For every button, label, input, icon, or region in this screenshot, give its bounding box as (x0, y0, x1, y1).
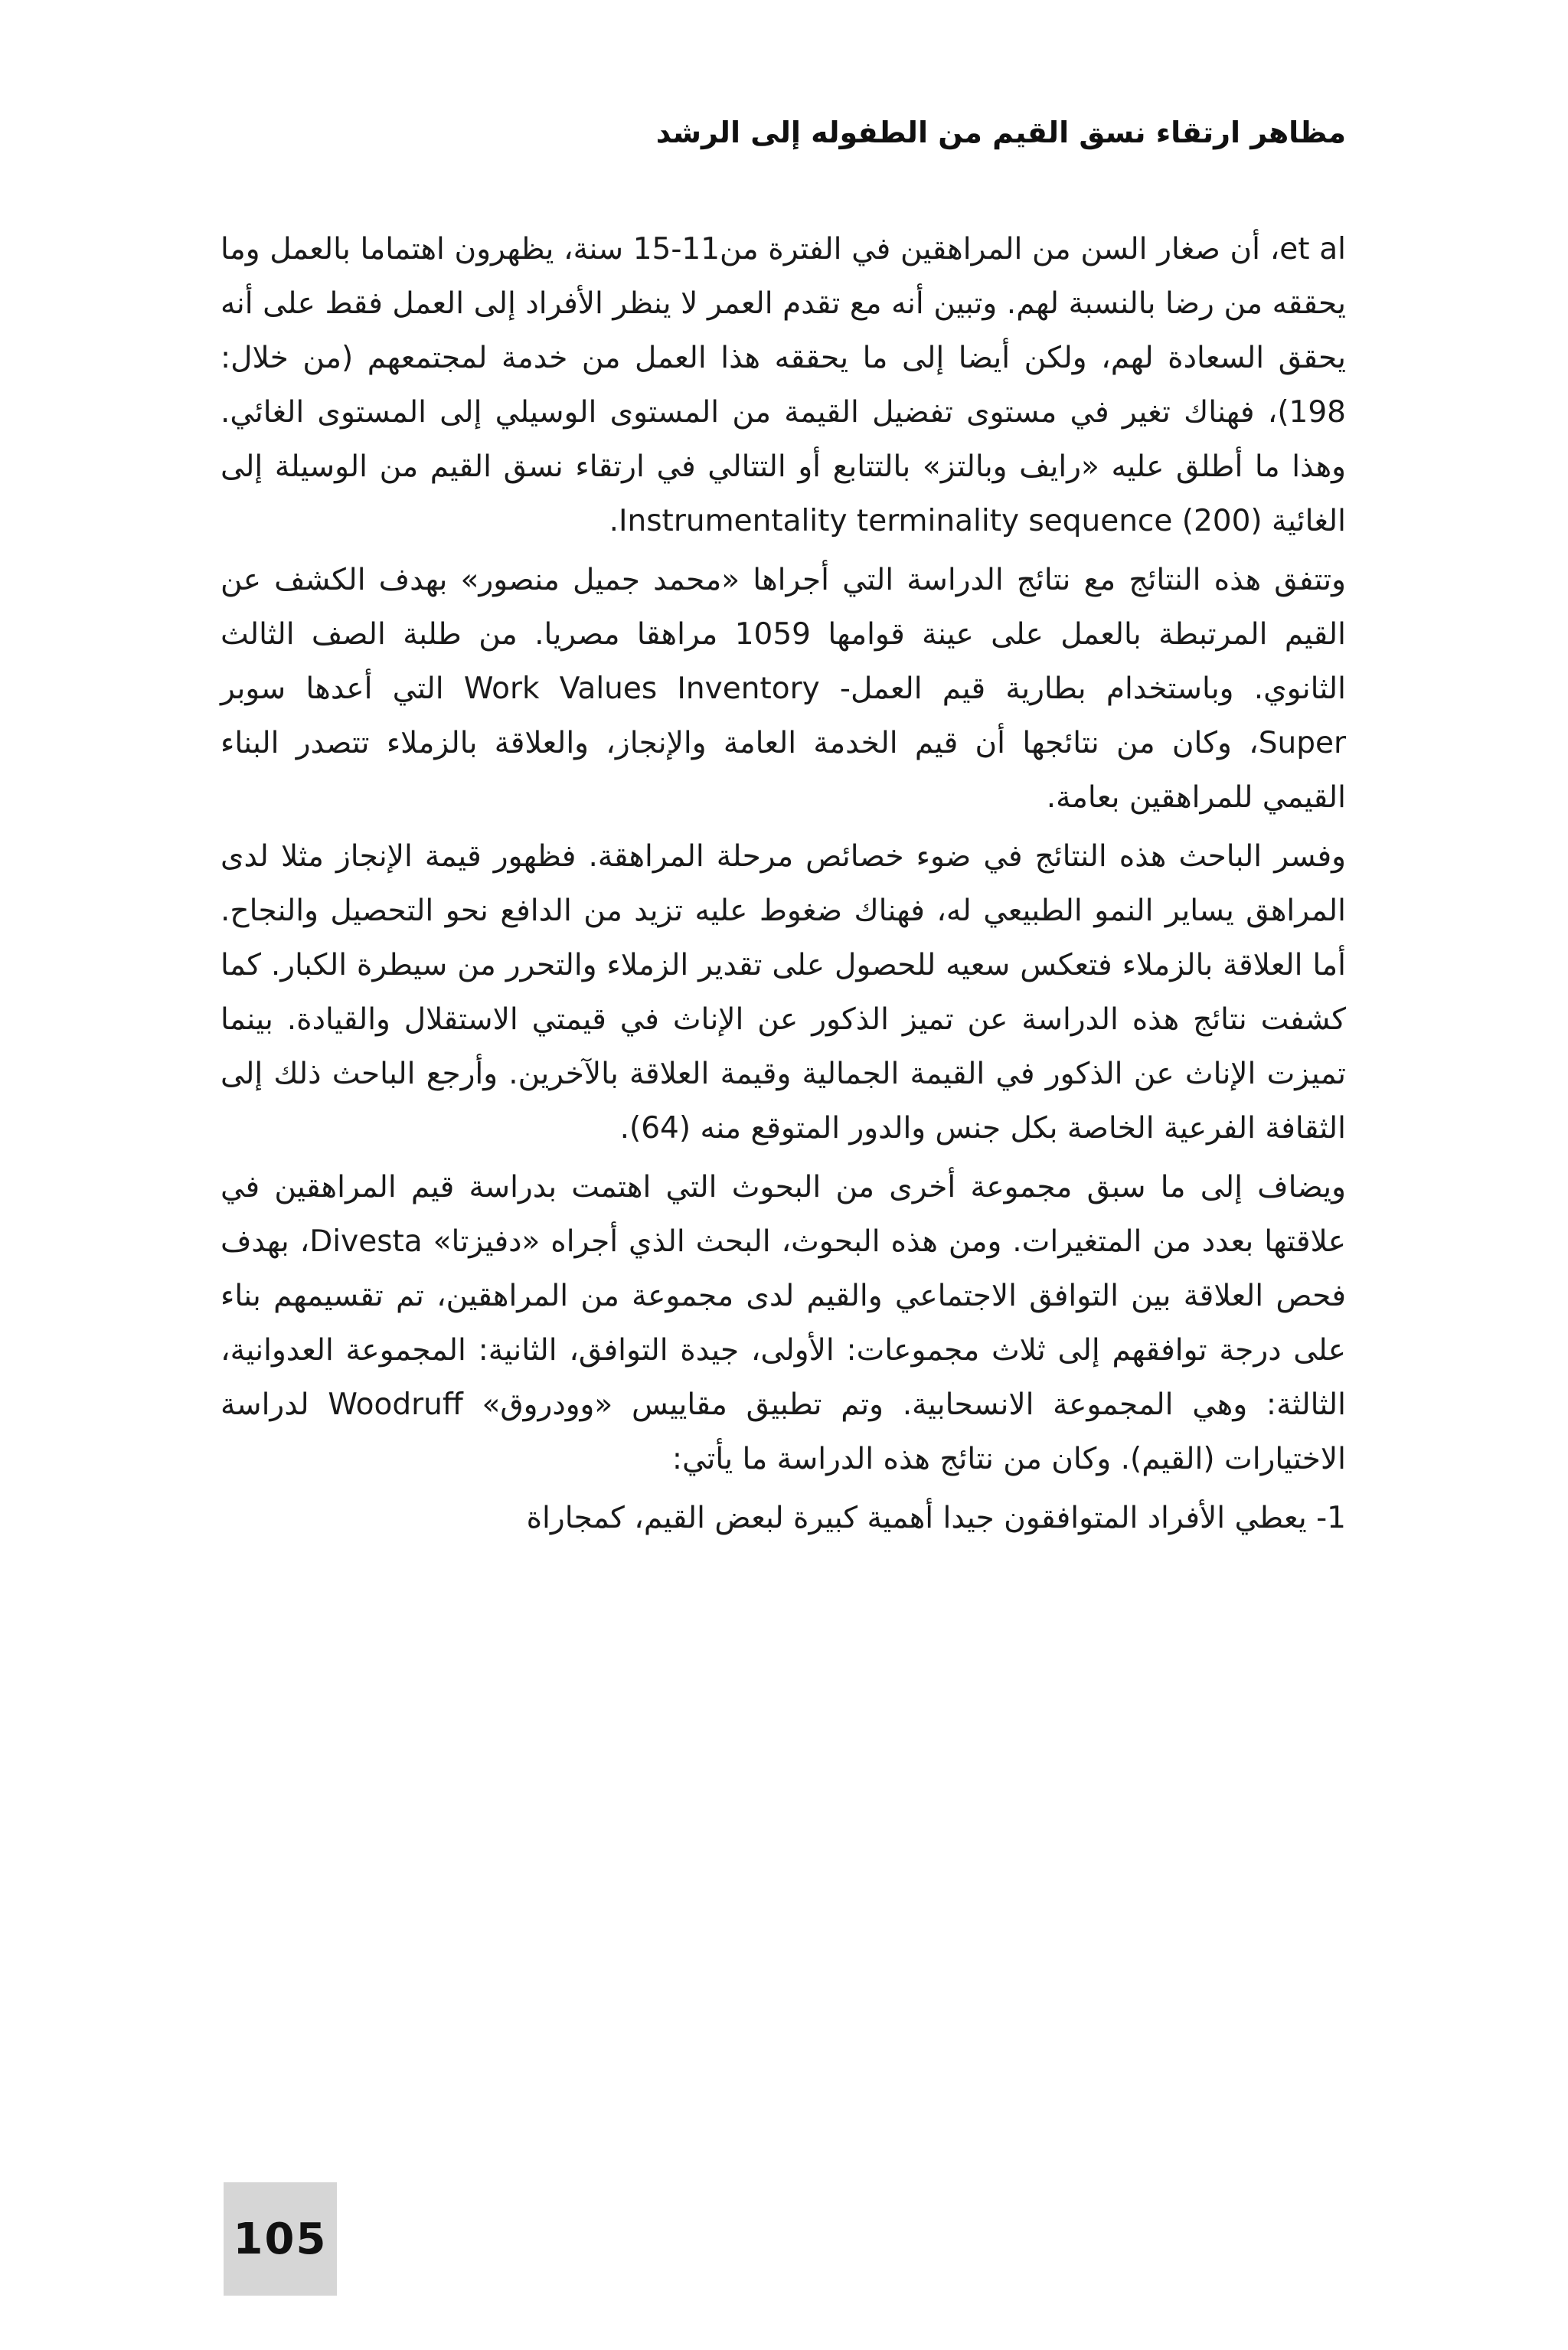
running-header-title: مظاهر ارتقاء نسق القيم من الطفوله إلى الرشد (655, 116, 1346, 149)
page-number-box (224, 2182, 337, 2296)
body-text (220, 222, 1346, 1545)
paragraph-3: وفسر الباحث هذه النتائج في ضوء خصائص مرحلة المراهقة. فظهور قيمة الإنجاز مثلا لدى المراهق يساير النمو الطبيعي له، فهناك ضغوط عليه تزيد من الدافع نحو التحصيل والنجاح. أما العلاقة بالزملاء فتعكس سعيه للحصول على تقدير الزملاء والتحرر من سيطرة الكبار. كما كشفت نتائج هذه الدراسة عن تميز الذكور عن الإناث في قيمتي الاستقلال والقيادة. بينما تميزت الإناث عن الذكور في القيمة الجمالية وقيمة العلاقة بالآخرين. وأرجع الباحث ذلك إلى الثقافة الفرعية الخاصة بكل جنس والدور المتوقع منه (64). (220, 839, 1346, 1146)
paragraph-4: ويضاف إلى ما سبق مجموعة أخرى من البحوث التي اهتمت بدراسة قيم المراهقين في علاقتها بعدد من المتغيرات. ومن هذه البحوث، البحث الذي أجراه «دفيزتا» Divesta، بهدف فحص العلاقة بين التوافق الاجتماعي والقيم لدى مجموعة من المراهقين، تم تقسيمهم بناء على درجة توافقهم إلى ثلاث مجموعات: الأولى، جيدة التوافق، الثانية: المجموعة العدوانية، الثالثة: وهي المجموعة الانسحابية. وتم تطبيق مقاييس «وودروق» Woodruff لدراسة الاختيارات (القيم). وكان من نتائج هذه الدراسة ما يأتي: (220, 1170, 1347, 1476)
page-number: 105 (233, 2214, 328, 2264)
paragraph-2: وتتفق هذه النتائج مع نتائج الدراسة التي أجراها «محمد جميل منصور» بهدف الكشف عن القيم المرتبطة بالعمل على عينة قوامها 1059 مراهقا مصريا. من طلبة الصف الثالث الثانوي. وباستخدام بطارية قيم العمل- Work Values Inventory التي أعدها سوبر Super، وكان من نتائجها أن قيم الخدمة العامة والإنجاز، والعلاقة بالزملاء تتصدر البناء القيمي للمراهقين بعامة. (220, 563, 1347, 815)
paragraph-1: et al، أن صغار السن من المراهقين في الفترة من11-15 سنة، يظهرون اهتماما بالعمل وما يحققه من رضا بالنسبة لهم. وتبين أنه مع تقدم العمر لا ينظر الأفراد إلى العمل فقط على أنه يحقق السعادة لهم، ولكن أيضا إلى ما يحققه هذا العمل من خدمة لمجتمعهم (من خلال: 198)، فهناك تغير في مستوى تفضيل القيمة من المستوى الوسيلي إلى المستوى الغائي. وهذا ما أطلق عليه «رايف وبالتز» بالتتابع أو التتالي في ارتقاء نسق القيم من الوسيلة إلى الغائية Instrumentality terminality sequence (200). (220, 232, 1346, 538)
list-item-1: 1- يعطي الأفراد المتوافقون جيدا أهمية كبيرة لبعض القيم، كمجاراة (526, 1501, 1346, 1535)
